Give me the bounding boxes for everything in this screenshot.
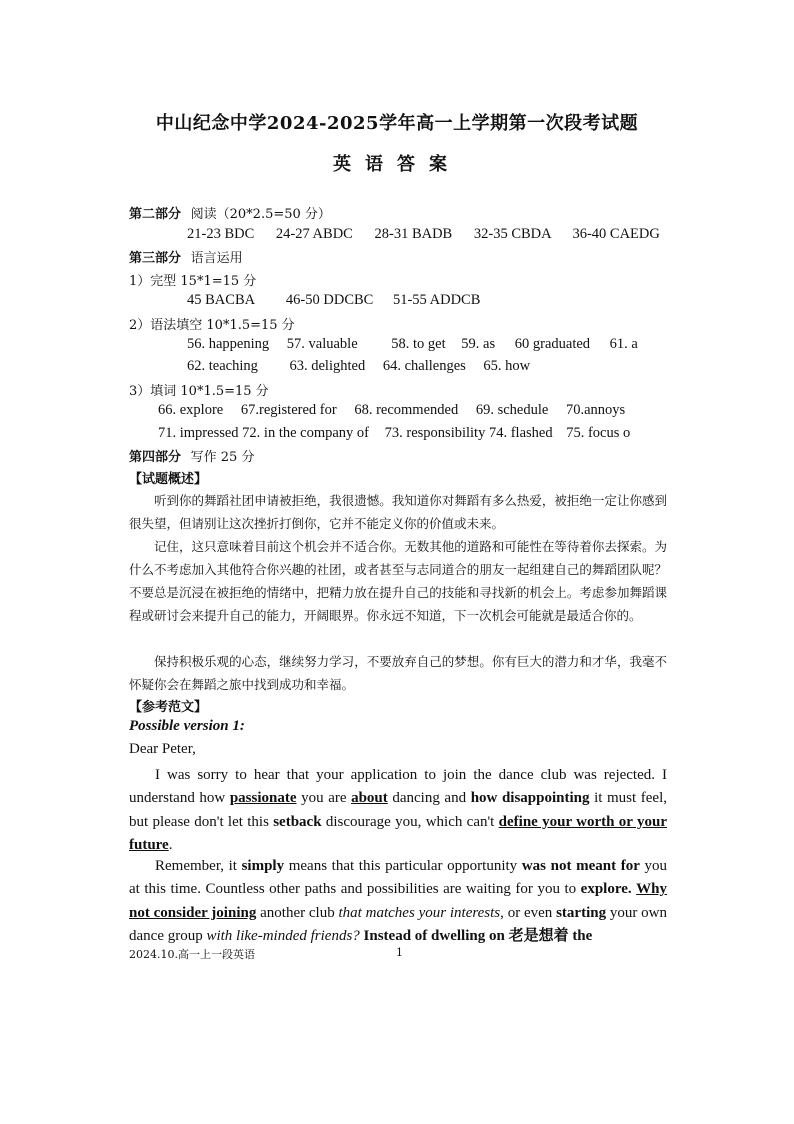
part2-heading: 第二部分 [129,207,182,222]
text-run: or even [503,904,557,921]
italic-phrase: that matches your interests, [338,904,504,921]
footer-label: 2024.10.高一上一段英语 [129,948,255,961]
answer-item: 63. delighted [289,358,366,374]
letter-paragraph-1 [129,764,667,857]
overview-paragraph: 记住，这只意味着目前这个机会并不适合你。无数其他的道路和可能性在等待着你去探索。为什么不考虑加入其他符合你兴趣的社团，或者甚至与志同道合的朋友一起组建自己的舞蹈团队呢？不要总是沉浸在被拒绝的情绪中，把精力放在提升自己的技能和寻找新的机会上。考虑参加舞蹈课程或研讨会来提升自己的能力，开阔眼界。你永远不知道，下一次机会可能就是最适合你的。 [129,539,667,623]
part2-heading-line [129,203,331,223]
answer-item: 68. recommended [354,402,459,418]
grammar-label: 2）语法填空 10*1.5=15 分 [129,318,295,333]
answer-group: 32-35 CBDA [473,226,551,242]
text-run: you at this time. Countless other paths and possibilities are waiting for you to [129,858,668,898]
italic-phrase: with like-minded friends? [206,927,360,944]
highlight-phrase: about [351,790,388,807]
part2-label: 阅读（20*2.5=50 分） [190,207,331,222]
answer-group: 46-50 DDCBC [285,292,374,308]
bold-phrase: was not meant for [521,858,640,874]
grammar-answers-row2 [187,358,530,375]
letter-greeting: Dear Peter, [129,741,196,757]
answer-group: 24-27 ABDC [275,226,353,242]
bold-phrase: starting [556,904,607,921]
page-subtitle: 英语答案 [333,154,461,175]
highlight-phrase: Why not consider joining [129,881,668,921]
answer-item: 73. responsibility 74. flashed [384,425,553,441]
fill-label: 3）填词 10*1.5=15 分 [129,384,269,399]
bold-phrase: simply [241,858,285,874]
version-label: Possible version 1: [129,718,245,734]
text-run: dancing and [387,790,471,807]
letter-paragraph-2 [129,855,667,948]
answer-group: 28-31 BADB [374,226,453,242]
bold-phrase: how disappointing [470,790,590,807]
answer-item: 60 graduated [514,336,591,352]
answer-item: 70.annoys [565,402,626,418]
answer-group: 45 BACBA [187,292,255,308]
page-number: 1 [396,946,403,959]
fill-answers-row2 [158,425,630,442]
part3-label: 语言运用 [190,251,243,266]
text-run: discourage you, which can't [321,813,499,830]
overview-paragraph: 听到你的舞蹈社团申请被拒绝，我很遗憾。我知道你对舞蹈有多么热爱，被拒绝一定让你感到很失望，但请别让这次挫折打倒你，它并不能定义你的价值或未来。 [129,493,667,531]
fill-answers-row1 [158,402,625,419]
answer-item: 61. a [609,336,638,352]
answer-item: 65. how [483,358,531,374]
answer-item: 57. valuable [286,336,358,352]
bold-phrase: explore. [580,881,632,898]
answer-item: 69. schedule [475,402,549,418]
page-title: 中山纪念中学2024-2025学年高一上学期第一次段考试题 [155,113,639,134]
text-run: you are [296,790,352,807]
part4-heading-line [129,446,254,466]
answer-item: 59. as [461,336,496,352]
answer-item: 64. challenges [382,358,466,374]
sample-label: 【参考范文】 [129,700,208,715]
part2-answers [187,226,660,243]
text-run: . [168,836,173,853]
part3-heading: 第三部分 [129,251,182,266]
answer-item: 56. happening [187,336,270,352]
overview-label: 【试题概述】 [129,472,208,487]
bold-phrase: 老是想着 the [504,927,593,944]
cloze-label: 1）完型 15*1=15 分 [129,274,257,289]
text-run: Remember, it [155,858,242,874]
answer-group: 36-40 CAEDG [572,226,660,242]
highlight-phrase: define your worth or your future [129,813,668,853]
part3-heading-line [129,247,243,267]
bold-phrase: setback [273,813,322,830]
text-run: it must feel, but please don't let this [129,790,667,830]
answer-item: 58. to get [391,336,446,352]
answer-item: 67.registered for [240,402,337,418]
part4-heading: 第四部分 [129,450,182,465]
answer-item: 71. impressed 72. in the company of [158,425,370,441]
text-run: I was sorry to hear that your application to join the dance club was rejected. I understand how [129,767,667,807]
answer-group: 51-55 ADDCB [392,292,481,308]
overview-paragraph: 保持积极乐观的心态，继续努力学习，不要放弃自己的梦想。你有巨大的潜力和才华，我毫不怀疑你会在舞蹈之旅中找到成功和幸福。 [129,654,667,692]
answer-group: 21-23 BDC [187,226,255,242]
answer-item: 66. explore [158,402,224,418]
bold-phrase: Instead of dwelling on [363,927,505,944]
grammar-answers-row1 [187,336,638,353]
answer-item: 62. teaching [187,358,258,374]
answer-item: 75. focus o [566,425,631,441]
text-run: your own dance group [129,904,668,944]
text-run: means that this particular opportunity [284,858,522,874]
part4-label: 写作 25 分 [190,450,255,465]
cloze-answers [187,292,480,309]
highlight-phrase: passionate [229,790,297,807]
text-run: another club [256,904,339,921]
